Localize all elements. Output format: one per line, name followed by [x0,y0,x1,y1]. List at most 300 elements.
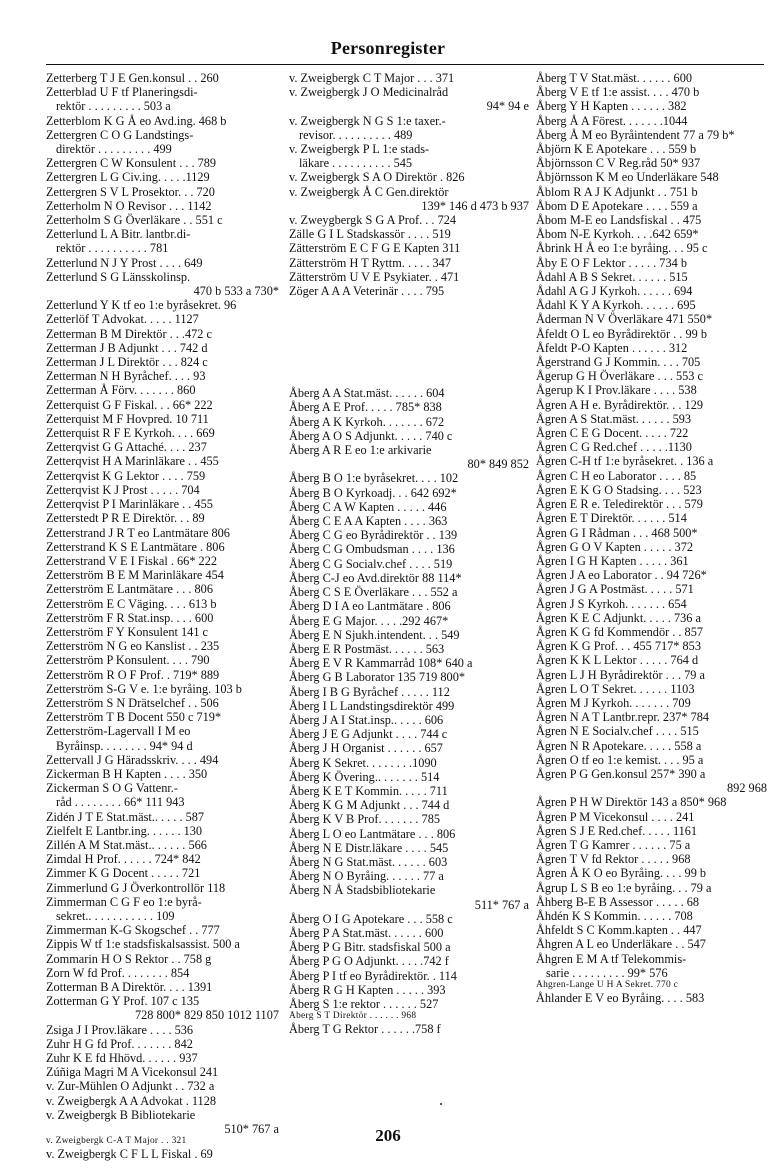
entry-line: Zotterman B A Direktör. . . . 1391 [46,980,213,994]
register-entry [46,824,279,838]
entry-line: Zettervall J G Häradsskriv. . . . 494 [46,752,219,767]
register-entry [289,869,529,883]
entry-continuation: direktör . . . . . . . . . 499 [56,142,172,157]
register-entry [536,454,767,468]
register-entry [536,980,767,991]
register-entry [289,798,529,812]
register-entry [289,571,529,585]
register-entry [536,653,767,667]
entry-line: Åberg K Sekret. . . . . . . .1090 [289,755,437,770]
entry-line: Zälle G I L Stadskassör . . . . 519 [289,227,451,242]
register-entry [536,767,767,795]
register-entry [289,486,529,500]
register-entry [46,327,279,341]
register-entry [46,895,279,923]
register-entry [46,582,279,596]
entry-line: Ådahl K Y A Kyrkoh. . . . . . 695 [536,298,696,313]
register-entry [46,653,279,667]
register-entry [289,670,529,684]
register-entry [46,185,279,199]
register-entry [536,469,767,483]
register-entry [536,852,767,866]
register-entry [289,841,529,855]
register-entry [289,170,529,184]
register-entry [46,469,279,483]
register-entry [289,1011,529,1022]
entry-line: Åberg C E A A Kapten . . . . 363 [289,514,448,529]
register-entry [289,997,529,1011]
register-entry [46,426,279,440]
entry-line: Zetterman J B Adjunkt . . . 742 d [46,340,208,355]
register-entry [46,1079,279,1093]
entry-line: Ågren N R Apotekare. . . . . 558 a [536,738,702,753]
register-entry [536,568,767,582]
entry-line: Ågren L O T Sekret. . . . . . 1103 [536,681,695,696]
entry-line: Åberg C-J eo Avd.direktör 88 114* [289,570,462,585]
register-entry [536,383,767,397]
register-entry [46,526,279,540]
register-entry [46,668,279,682]
register-entry [46,966,279,980]
register-entry [46,511,279,525]
entry-line: Åberg I L Landstingsdirektör 499 [289,698,455,713]
entry-line: Åberg R G H Kapten . . . . . 393 [289,982,446,997]
register-entry [46,540,279,554]
entry-line: Åberg J H Organist . . . . . . 657 [289,741,443,756]
entry-line: Zetterström E C Väging. . . . 613 b [46,596,217,611]
register-entry [536,85,767,99]
entry-line: Åberg C S E Överläkare . . . 552 a [289,585,458,600]
entry-line: Ågren J S Kyrkoh. . . . . . . 654 [536,596,687,611]
entry-line: Åbom M-E eo Landsfiskal . . 475 [536,213,702,228]
register-entry [289,415,529,429]
register-entry [536,824,767,838]
register-entry [536,312,767,326]
entry-line: Zetterqvist G G Attaché. . . . 237 [46,440,207,455]
entry-continuation: 139* 146 d 473 b 937 [421,198,529,213]
header-rule [46,64,764,65]
register-entry [536,284,767,298]
register-entry [46,369,279,383]
entry-line: Ågrup L S B eo 1:e byråing. . . 79 a [536,880,712,895]
entry-line: Zetterström P Konsulent. . . . 790 [46,653,210,668]
entry-line: Zetterlund L A Bitr. lantbr.di- [46,227,191,242]
entry-line: Zetterman J L Direktör . . . 824 c [46,355,208,370]
entry-line: Zettergren L G Civ.ing. . . . .1129 [46,170,210,185]
register-entry [289,883,529,911]
register-entry [46,341,279,355]
register-entry [289,256,529,270]
entry-line: Ågren L J H Byrådirektör . . . 79 a [536,667,705,682]
register-entry [289,713,529,727]
register-entry [536,426,767,440]
register-entry [536,71,767,85]
entry-line: Zimdal H Prof. . . . . . 724* 842 [46,852,201,867]
register-entry [46,838,279,852]
register-entry [289,443,529,471]
entry-line: Ågren E T Direktör. . . . . . 514 [536,511,687,526]
register-entry [289,770,529,784]
register-entry [536,866,767,880]
entry-line: Åbjörnsson C V Reg.råd 50* 937 [536,156,701,171]
register-entry [46,952,279,966]
register-entry [46,227,279,255]
entry-line: Ågren K K L Lektor . . . . . 764 d [536,653,699,668]
entry-line: Ågren K E C Adjunkt. . . . . 736 a [536,610,701,625]
entry-line: Åberg A O S Adjunkt. . . . . 740 c [289,428,453,443]
register-entry [289,185,529,213]
register-entry [536,142,767,156]
register-entry [46,554,279,568]
entry-line: Ågren J G A Postmäst. . . . . 571 [536,582,694,597]
register-entry [46,412,279,426]
entry-line: Ågren E R e. Teledirektör . . . 579 [536,497,703,512]
entry-continuation: sarie . . . . . . . . . 99* 576 [546,965,668,980]
register-entry [536,696,767,710]
entry-line: Zetterqvist P I Marinläkare . . 455 [46,497,213,512]
register-entry [289,812,529,826]
entry-continuation: rektör . . . . . . . . . 503 a [56,99,171,114]
register-entry [289,71,529,85]
entry-line: Ågren C H eo Laborator . . . . 85 [536,468,697,483]
entry-line: Zetterstrand K S E Lantmätare . 806 [46,539,225,554]
register-entry [46,611,279,625]
entry-continuation: rektör . . . . . . . . . . 781 [56,241,169,256]
register-entry [289,528,529,542]
entry-line: Zetterström F Y Konsulent 141 c [46,624,208,639]
register-entry [289,142,529,170]
page-number: 206 [375,1126,401,1145]
register-entry [46,1065,279,1079]
entry-line: Åberg Å M eo Byråintendent 77 a 79 b* [536,127,735,142]
entry-line: Ågren C G Red.chef . . . . .1130 [536,440,692,455]
entry-line: Åderman N V Överläkare 471 550* [536,312,713,327]
entry-line: Zuhr H G fd Prof. . . . . . . 842 [46,1036,193,1051]
register-entry [289,756,529,770]
entry-line: Åberg J E G Adjunkt . . . . 744 c [289,727,448,742]
entry-line: Zetterblad U F tf Planeringsdi- [46,85,198,100]
register-column-1 [46,71,279,1161]
entry-line: Zettergren C O G Landstings- [46,127,194,142]
entry-line: Åbom D E Apotekare . . . . 559 a [536,198,698,213]
entry-line: Zickerman B H Kapten . . . . 350 [46,766,208,781]
entry-line: Åby E O F Lektor . . . . . 734 b [536,255,687,270]
entry-line: Åhgren-Lange U H A Sekret. 770 c [536,980,679,990]
register-entry [289,599,529,613]
entry-continuation: 892 968 [727,781,767,796]
register-entry [46,937,279,951]
entry-line: Åhlander E V eo Byråing. . . . 583 [536,990,705,1005]
register-entry [536,991,767,1005]
register-entry [46,781,279,809]
entry-line: Zätterström H T Ryttm. . . . . 347 [289,255,451,270]
entry-continuation: revisor. . . . . . . . . . 489 [299,127,413,142]
entry-line: Zetterström S-G V e. 1:e byråing. 103 b [46,681,242,696]
register-entry [289,685,529,699]
register-entry [289,940,529,954]
entry-line: Åberg J A I Stat.insp.. . . . . 606 [289,712,444,727]
entry-line: Zetterstrand J R T eo Lantmätare 806 [46,525,230,540]
entry-line: Åberg N G Stat.mäst. . . . . . 603 [289,854,448,869]
entry-line: Zätterström U V E Psykiater. . 471 [289,269,460,284]
register-entry [536,625,767,639]
register-entry [46,1051,279,1065]
entry-continuation: 80* 849 852 [467,457,529,472]
entry-line: Åberg C G Socialv.chef . . . . 519 [289,556,453,571]
register-entry [536,256,767,270]
register-entry [536,838,767,852]
entry-line: v. Zur-Mühlen O Adjunkt . . 732 a [46,1079,215,1094]
entry-line: Åhfeldt S C Komm.kapten . . 447 [536,923,702,938]
register-entry [536,213,767,227]
entry-line: Zidén J T E Stat.mäst.. . . . . 587 [46,809,205,824]
entry-line: Zetterqvist K J Prost . . . . . 704 [46,482,200,497]
entry-continuation: 94* 94 e [486,99,529,114]
entry-line: Zimmerman K-G Skogschef . . 777 [46,923,220,938]
register-entry [46,440,279,454]
entry-line: Zetterblom K G Å eo Avd.ing. 468 b [46,113,227,128]
register-entry [46,994,279,1022]
entry-line: Ågren I G H Kapten . . . . . 361 [536,553,689,568]
entry-line: Åberg C G Ombudsman . . . . 136 [289,542,455,557]
register-entry [536,611,767,625]
entry-line: Åberg P G O Adjunkt. . . . .742 f [289,954,449,969]
register-entry [536,753,767,767]
register-entry [536,412,767,426]
entry-line: Zetterström R O F Prof. . 719* 889 [46,667,220,682]
entry-line: Zetterstrand V E I Fiskal . 66* 222 [46,553,217,568]
register-entry [289,500,529,514]
entry-line: Ågren T G Kamrer . . . . . . 75 a [536,837,691,852]
register-entry [46,128,279,156]
entry-line: Åberg E G Major. . . . .292 467* [289,613,449,628]
register-entry [289,699,529,713]
register-entry [289,85,529,113]
entry-line: Zetterberg T J E Gen.konsul . . 260 [46,71,219,85]
entry-line: Åberg T G Rektor . . . . . .758 f [289,1021,441,1036]
entry-line: Åberg P A Stat.mäst. . . . . . 600 [289,925,444,940]
register-entry [536,185,767,199]
entry-line: v. Zweigbergk C T Major . . . 371 [289,71,455,85]
entry-line: Ådahl A G J Kyrkoh. . . . . . 694 [536,284,693,299]
entry-continuation: 728 800* 829 850 1012 1107 [134,1008,279,1023]
entry-continuation: Byråinsp. . . . . . . . 94* 94 d [56,738,193,753]
entry-line: v. Zweigbergk S A O Direktör . 826 [289,170,465,185]
entry-line: Åberg E N Sjukh.intendent. . . 549 [289,627,460,642]
entry-line: Zickerman S O G Vattenr.- [46,781,178,796]
register-entry [536,952,767,980]
entry-line: Ågren S J E Red.chef. . . . . 1161 [536,823,698,838]
entry-line: Zetterström S N Drätselchef . . 506 [46,695,219,710]
register-entry [46,881,279,895]
entry-line: Åberg K Övering.. . . . . . . 514 [289,769,440,784]
entry-line: Ågren A H e. Byrådirektör. . . 129 [536,397,704,412]
register-entry [536,128,767,142]
entry-line: Zetterström B E M Marinläkare 454 [46,568,224,583]
register-entry [289,270,529,284]
entry-line: Ågren G O V Kapten . . . . . 372 [536,539,693,554]
entry-line: Åberg A R E eo 1:e arkivarie [289,443,432,458]
entry-continuation: sekret.. . . . . . . . . . . 109 [56,908,175,923]
register-entry [536,639,767,653]
entry-continuation: 510* 767 a [224,1122,279,1137]
entry-line: Zetterholm S G Överläkare . . 551 c [46,213,223,228]
register-entry [46,454,279,468]
entry-line: Zetterlund Y K tf eo 1:e byråsekret. 96 [46,298,237,313]
register-entry [289,429,529,443]
entry-line: Ågren T V fd Rektor . . . . . 968 [536,852,691,867]
register-entry [46,114,279,128]
entry-line: Zöger A A A Veterinär . . . . 795 [289,284,445,299]
entry-line: Zimmerlund G J Överkontrollör 118 [46,880,226,895]
register-entry [289,741,529,755]
entry-line: Åberg A K Kyrkoh. . . . . . . 672 [289,414,445,429]
entry-line: Åhberg B-E B Assessor . . . . . 68 [536,894,700,909]
register-entry [289,241,529,255]
register-entry [289,656,529,670]
entry-line: Zetterqvist K G Lektor . . . . 759 [46,468,206,483]
register-entry [46,753,279,767]
entry-line: Åbom N-E Kyrkoh. . . .642 659* [536,227,699,242]
register-entry [536,170,767,184]
entry-line: Åberg C A W Kapten . . . . . 446 [289,499,447,514]
register-entry [46,866,279,880]
register-entry [536,795,767,809]
register-column-2 [289,71,529,1036]
register-entry [536,327,767,341]
register-entry [536,895,767,909]
entry-line: Zetterqvist H A Marinläkare . . 455 [46,454,219,469]
register-entry [289,983,529,997]
register-entry [46,1037,279,1051]
register-entry [536,440,767,454]
entry-line: Ågren C E G Docent. . . . . 722 [536,426,689,441]
register-entry [46,256,279,270]
register-entry [46,497,279,511]
register-entry [46,1094,279,1108]
entry-line: Åberg Y H Kapten . . . . . . 382 [536,99,687,114]
register-entry [536,710,767,724]
entry-line: Zetterström F R Stat.insp. . . . 600 [46,610,214,625]
register-entry [289,1022,529,1036]
entry-line: Åberg P I tf eo Byrådirektör. . 114 [289,968,457,983]
entry-line: Åbjörnsson K M eo Underläkare 548 [536,170,719,185]
register-entry [289,628,529,642]
entry-line: Åhdén K S Kommin. . . . . . 708 [536,908,693,923]
entry-line: Åberg A A Stat.mäst. . . . . . 604 [289,386,445,401]
register-entry [46,170,279,184]
entry-line: Ågren A S Stat.mäst. . . . . . 593 [536,411,692,426]
register-entry [289,400,529,414]
register-entry [289,614,529,628]
register-entry [536,682,767,696]
entry-line: v. Zweigbergk A A Advokat . 1128 [46,1093,216,1108]
entry-line: v. Zweigbergk C F L L Fiskal . 69 [46,1146,213,1161]
entry-line: Ågerup K I Prov.läkare . . . . 538 [536,383,697,398]
register-entry [289,585,529,599]
entry-line: Zetterlöf T Advokat. . . . . 1127 [46,312,199,327]
entry-line: Zettergren C W Konsulent . . . 789 [46,156,217,171]
register-entry [46,85,279,113]
entry-line: Ågren O tf eo 1:e kemist. . . . 95 a [536,752,704,767]
entry-line: Åhgren E M A tf Telekommis- [536,951,687,966]
register-entry [536,156,767,170]
entry-line: Zsiga J I Prov.läkare . . . . 536 [46,1022,194,1037]
entry-line: Zimmerman C G F eo 1:e byrå- [46,894,202,909]
register-entry [536,554,767,568]
register-entry [536,270,767,284]
register-entry [536,398,767,412]
entry-line: Åberg E R Postmäst. . . . . . 563 [289,641,445,656]
register-entry [536,298,767,312]
page-title: Personregister [330,38,446,58]
entry-line: v. Zweigbergk C-A T Major . . 321 [46,1136,187,1147]
register-entry [536,810,767,824]
entry-line: Åberg K G M Adjunkt . . . 744 d [289,798,450,813]
entry-line: Zätterström E C F G E Kapten 311 [289,241,461,256]
entry-line: v. Zweygbergk S G A Prof. . . 724 [289,213,457,228]
entry-line: Åberg E V R Kammarråd 108* 640 a [289,656,473,671]
entry-line: Zetterman Å Förv. . . . . . . 860 [46,383,196,398]
register-entry [46,923,279,937]
register-entry [536,497,767,511]
register-entry [536,511,767,525]
entry-line: Åberg K E T Kommin. . . . . 711 [289,783,448,798]
register-entry [46,312,279,326]
register-entry [536,227,767,241]
entry-line: Åberg B O Kyrkoadj. . . 642 692* [289,485,457,500]
entry-line: Ågren P M Vicekonsul . . . . 241 [536,809,695,824]
entry-line: Zetterquist M F Hovpred. 10 711 [46,411,209,426]
entry-line: Ågren Å K O eo Byråing. . . . 99 b [536,866,707,881]
register-entry [536,526,767,540]
entry-line: Zielfelt E Lantbr.ing. . . . . . 130 [46,823,203,838]
register-entry [536,114,767,128]
entry-line: Zetterlund N J Y Prost . . . . 649 [46,255,203,270]
entry-line: Zommarin H O S Rektor . . 758 g [46,951,212,966]
entry-line: Zetterman N H Byråchef. . . . 93 [46,369,206,384]
register-entry [289,213,529,227]
register-entry [536,937,767,951]
entry-line: Zotterman G Y Prof. 107 c 135 [46,994,200,1009]
entry-line: Åberg N Å Stadsbibliotekarie [289,883,436,898]
entry-line: Zetterstedt P R E Direktör. . . 89 [46,511,205,526]
register-entry [289,912,529,926]
entry-line: v. Zweigbergk Å C Gen.direktör [289,184,449,199]
register-entry [46,1147,279,1161]
entry-continuation: råd . . . . . . . . 66* 111 943 [56,795,185,810]
register-entry [46,483,279,497]
entry-line: Zetterquist R F E Kyrkoh. . . . 669 [46,426,215,441]
entry-line: Ågren K G fd Kommendör . . 857 [536,624,704,639]
entry-line: Ågren M J Kyrkoh. . . . . . . 709 [536,695,691,710]
entry-line: Ågren C-H tf 1:e byråsekret. . 136 a [536,454,714,469]
register-entry [46,568,279,582]
register-entry [46,270,279,298]
entry-line: Åberg T V Stat.mäst. . . . . . 600 [536,71,692,85]
register-entry [289,827,529,841]
register-entry [536,909,767,923]
register-entry [289,642,529,656]
register-entry [536,241,767,255]
register-entry [46,213,279,227]
register-entry [46,639,279,653]
entry-line: Åberg V E tf 1:e assist. . . . 470 b [536,85,700,100]
entry-line: Åberg Å A Förest. . . . . . .1044 [536,113,688,128]
entry-line: Åberg B O 1:e byråsekret. . . . 102 [289,471,459,486]
entry-line: Ågren N E Socialv.chef . . . . 515 [536,724,699,739]
entry-line: Åbjörn K E Apotekare . . . 559 b [536,142,697,157]
